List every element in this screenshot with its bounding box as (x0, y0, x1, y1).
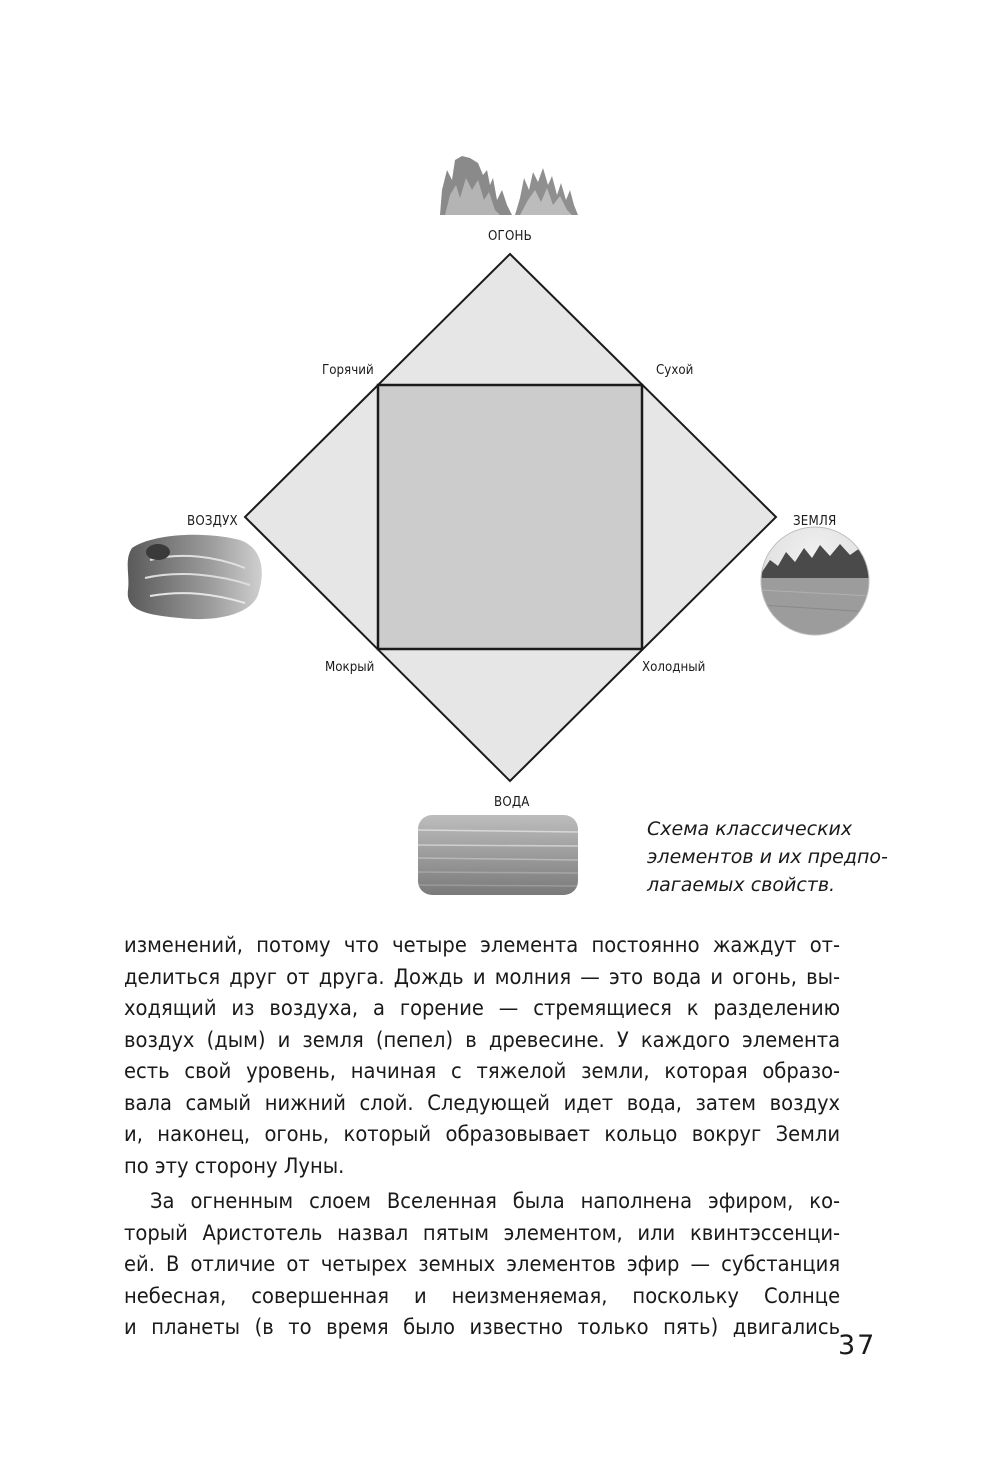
label-hot: Горячий (322, 362, 374, 378)
text-line: ходящий из воздуха, а горение — стремящиеся к разделению (124, 996, 841, 1020)
text-line: по эту сторону Луны. (124, 1153, 345, 1178)
earth-field-image (760, 526, 872, 638)
text-line: есть свой уровень, начиная с тяжелой земли, которая образо- (124, 1059, 841, 1083)
water-image (418, 815, 578, 895)
text-line: воздух (дым) и земля (пепел) в древесине. У каждого элемента (124, 1027, 841, 1052)
text-line: небесная, совершенная и неизменяемая, поскольку Солнце (124, 1283, 841, 1308)
page-number: 37 (838, 1330, 877, 1361)
air-image (128, 535, 262, 619)
figure-caption (647, 815, 897, 899)
label-earth: ЗЕМЛЯ (793, 513, 837, 529)
label-fire: ОГОНЬ (488, 228, 532, 244)
text-line: торый Аристотель назвал пятым элементом, или квинтэссенци- (124, 1220, 841, 1245)
label-air: ВОЗДУХ (187, 513, 238, 529)
caption-line: элементов и их предпо- (647, 846, 888, 868)
label-cold: Холодный (642, 659, 706, 675)
qualities-square (378, 385, 642, 649)
caption-line: лагаемых свойств. (647, 874, 836, 896)
text-line: и, наконец, огонь, который образовывает кольцо вокруг Земли (124, 1122, 841, 1146)
text-line: изменений, потому что четыре элемента постоянно жаждут от- (124, 933, 841, 957)
text-line: и планеты (в то время было известно только пять) двигались (124, 1315, 841, 1339)
label-dry: Сухой (656, 362, 694, 378)
fire-image (440, 156, 578, 215)
text-line: вала самый нижний слой. Следующей идет вода, затем воздух (124, 1090, 841, 1115)
text-line: делиться друг от друга. Дождь и молния — это вода и огонь, вы- (124, 964, 841, 989)
label-water: ВОДА (494, 794, 530, 810)
label-wet: Мокрый (325, 659, 375, 675)
caption-line: Схема классических (647, 818, 853, 840)
text-line: ей. В отличие от четырех земных элементов эфир — субстанция (124, 1252, 841, 1276)
text-line: За огненным слоем Вселенная была наполнена эфиром, ко- (150, 1189, 841, 1213)
body-text (124, 930, 840, 1344)
